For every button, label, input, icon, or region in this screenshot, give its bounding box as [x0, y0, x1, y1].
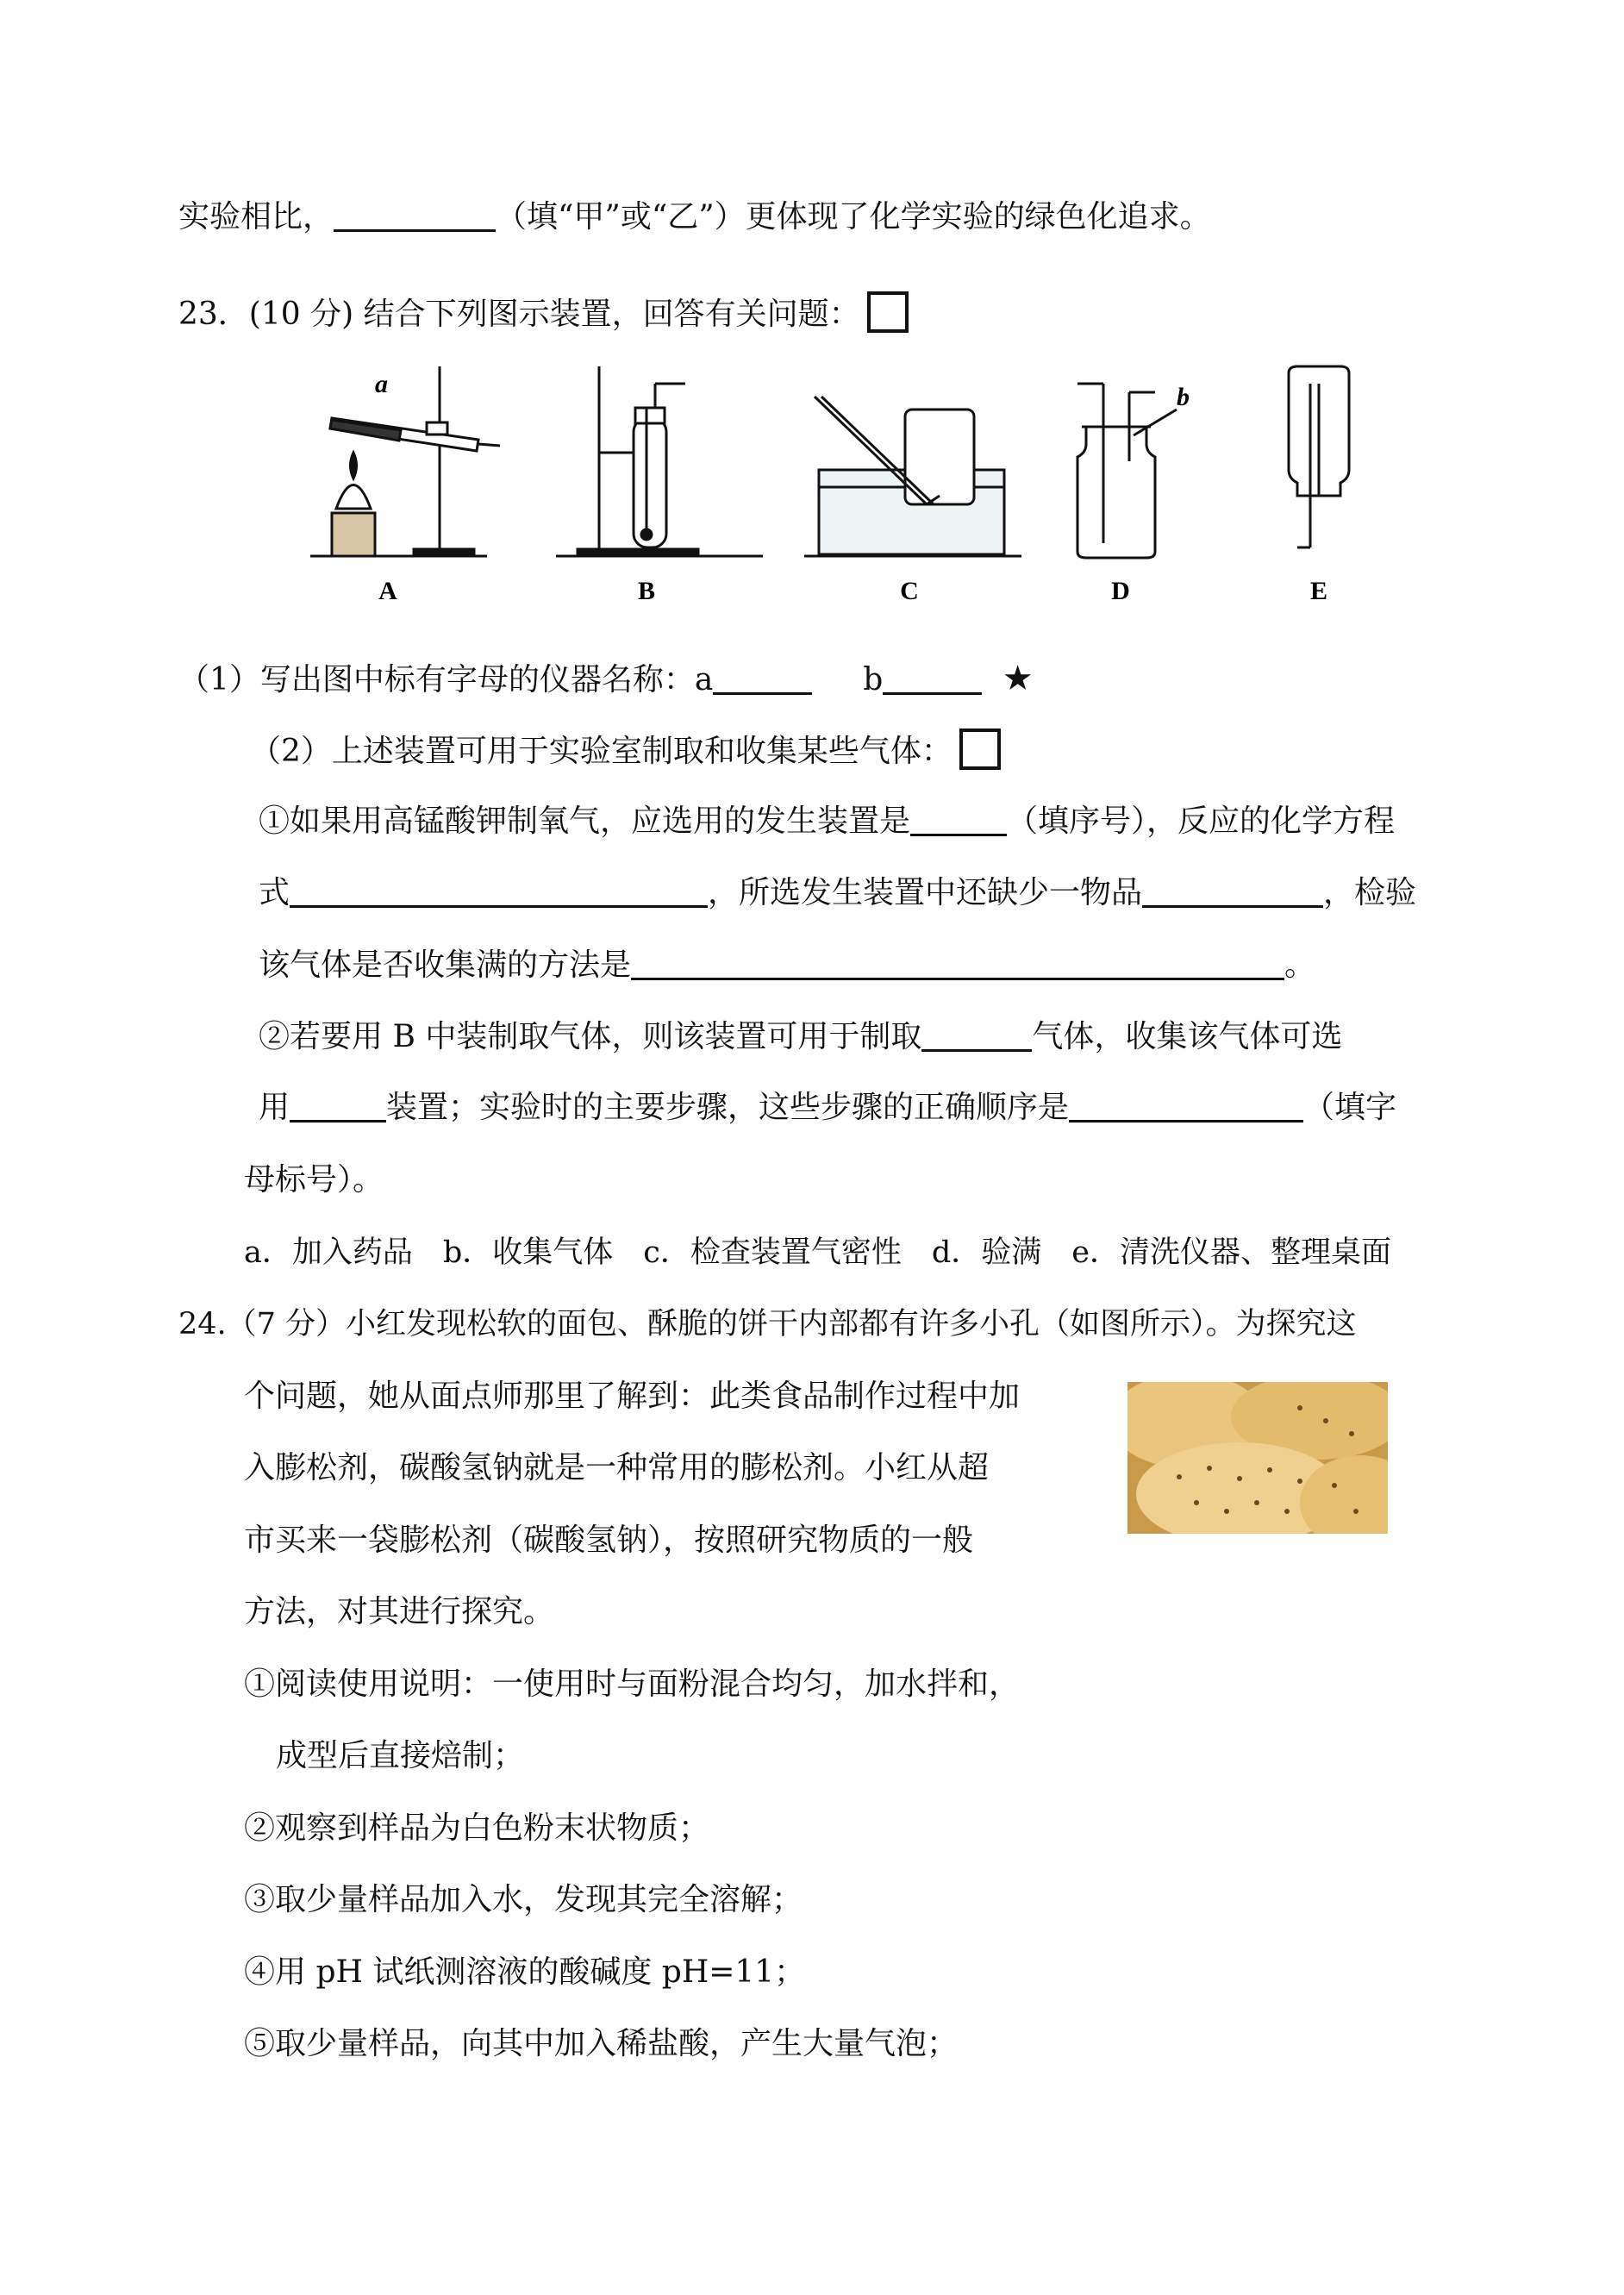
- apparatus-e-inverted-bottle: [1289, 366, 1349, 547]
- question-24-line-1: 24.（7 分）小红发现松软的面包、酥脆的饼干内部都有许多小孔（如图所示）。为探究这: [178, 1307, 1357, 1341]
- square-box-icon: [959, 729, 1001, 770]
- label-a: A: [378, 577, 397, 605]
- observation-3: ③取少量样品加入水，发现其完全溶解；: [244, 1882, 803, 1917]
- answer-blank[interactable]: [290, 1089, 386, 1122]
- biscuit-photo: [1127, 1382, 1388, 1534]
- answer-blank[interactable]: [910, 803, 1007, 836]
- label-e: E: [1309, 577, 1328, 605]
- observation-1a: ①阅读使用说明：一使用时与面粉混合均匀，加水拌和，: [244, 1667, 1021, 1702]
- answer-blank[interactable]: [921, 1018, 1032, 1052]
- label-c: C: [900, 577, 919, 605]
- question-24-line-3: 入膨松剂，碳酸氢钠就是一种常用的膨松剂。小红从超: [244, 1450, 990, 1485]
- apparatus-c-water-trough: [804, 397, 1021, 556]
- answer-blank-b[interactable]: [883, 661, 982, 695]
- part-1: （1）写出图中标有字母的仪器名称：a b ★: [178, 659, 1034, 698]
- observation-5: ⑤取少量样品，向其中加入稀盐酸，产生大量气泡；: [244, 2026, 959, 2061]
- observation-1b: 成型后直接焙制；: [276, 1738, 525, 1773]
- marker-a: a: [375, 370, 388, 398]
- apparatus-figure: [306, 358, 1375, 616]
- answer-blank[interactable]: [1069, 1089, 1303, 1122]
- answer-blank[interactable]: [1142, 874, 1323, 908]
- question-23-title: 23．(10 分) 结合下列图示装置，回答有关问题：: [178, 291, 909, 335]
- observation-4: ④用 pH 试纸测溶液的酸碱度 pH=11；: [244, 1954, 806, 1990]
- star-icon: ★: [1002, 659, 1034, 698]
- question-24-line-2: 个问题，她从面点师那里了解到：此类食品制作过程中加: [244, 1379, 1021, 1414]
- answer-blank[interactable]: [290, 874, 708, 908]
- sub-2-line-1: ②若要用 B 中装制取气体，则该装置可用于制取 气体，收集该气体可选: [259, 1019, 1343, 1054]
- sub-1-line-1: ①如果用高锰酸钾制氧气，应选用的发生装置是 （填序号），反应的化学方程: [259, 804, 1396, 839]
- apparatus-b-stand-tube: [556, 366, 763, 556]
- answer-blank[interactable]: [631, 947, 1284, 980]
- question-24-line-5: 方法，对其进行探究。: [244, 1594, 555, 1629]
- answer-blank[interactable]: [334, 198, 496, 232]
- sub-1-line-3: 该气体是否收集满的方法是 。: [259, 947, 1316, 983]
- part-2: （2）上述装置可用于实验室制取和收集某些气体：: [250, 729, 1001, 772]
- sub-2-line-2: 用 装置；实验时的主要步骤，这些步骤的正确顺序是 （填字: [259, 1090, 1397, 1125]
- sub-2-line-3: 母标号）。: [244, 1162, 384, 1198]
- apparatus-a-test-tube-heating: [310, 366, 500, 556]
- label-d: D: [1111, 577, 1130, 605]
- line-prev-question: 实验相比， （填“甲”或“乙”）更体现了化学实验的绿色化追求。: [178, 199, 1211, 235]
- step-options: a．加入药品 b．收集气体 c．检查装置气密性 d．验满 e．清洗仪器、整理桌面: [244, 1235, 1391, 1270]
- square-box-icon: [867, 291, 909, 333]
- apparatus-d-gas-bottle: [1077, 384, 1177, 558]
- sub-1-line-2: 式 ，所选发生装置中还缺少一物品 ，检验: [259, 875, 1417, 910]
- question-24-line-4: 市买来一袋膨松剂（碳酸氢钠），按照研究物质的一般: [244, 1523, 974, 1558]
- marker-b: b: [1177, 383, 1190, 411]
- label-b: B: [637, 577, 656, 605]
- observation-2: ②观察到样品为白色粉末状物质；: [244, 1810, 710, 1846]
- answer-blank-a[interactable]: [713, 661, 812, 695]
